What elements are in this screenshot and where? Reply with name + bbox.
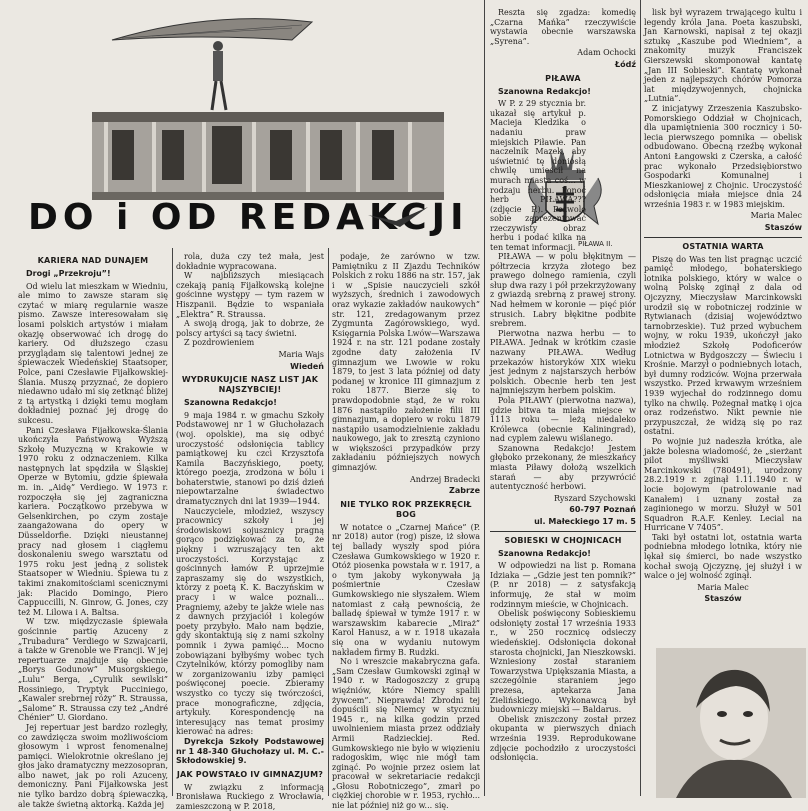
signature-city: Staszów [764,223,802,233]
article-paragraph: Pierwotna nazwa herbu — to PIŁAWA. Jednak w krótkim czasie nazwany PIŁAWA. Według przekazów historyków XIX wieku jest jednym z najstarszych herbów polskich. Obecnie herb ten jest najmniejszym herbem polskim. [490,328,636,396]
article-paragraph: Nauczyciele, młodzież, wszyscy pracownicy szkoły i jej środowiskowi sojusznicy pragną gorąco podziękować za to, że piękny i wzruszający ten akt uroczystości. Korzystając z gościnnych łamów P. uprzejmie zapraszamy się do wszystkich, którzy z poetą K. K. Baczyńskim w pracy i w walce poznali... Pragniemy, ażeby te jakże wiele nas z dawnych przyjaciół i kolegów poety przybyło. Mało nam będzie, gdy skontaktują się z nami szkolny pomnik i żywa pamięć... Mocno zobowiązani byłbyśmy wobec tych Czytelników, którzy pomogliby nam w zorganizowaniu izby pamięci poświęconej poecie. Zbieramy wszystko co tyczy się twórczości, prace monograficzne, zdjęcia, artykuły. Korespondencję na interesujący nas temat prosimy kierować na adres: [176,506,324,737]
article-paragraph: Obelisk zniszczony został przez okupanta w pierwszych dniach września 1939. Reprodukowane zdjęcie pochodziło z uroczystości odsłonięcia. [490,714,636,763]
column-3 [332,252,480,811]
article-heading: JAK POWSTAŁO IV GIMNAZJUM? [176,769,324,779]
article-paragraph: W P. z 29 stycznia br. ukazał się artykuł p. Macieja Kledzika o nadaniu praw miejskich Piławie. Pan naczelnik Mazek, aby uświetnić tę doniosłą chwilę umieścił na murach miasta coś... w rodzaju herbu. Ponoć herb PIŁAWA??? (zdjęcie P.). Pozwolę sobie zaprezentować rzeczywisty obraz herbu i podać kilka na ten temat informacji. [490,99,586,253]
signature-city: Staszów [704,594,742,604]
article-heading: WYDRUKUJCIE NASZ LIST JAK NAJSZYBCIEJ! [181,375,319,395]
column-divider [328,248,329,796]
article-heading: NIE TYLKO ROK PRZEKRĘCIŁ BOG [340,499,472,519]
section-divider [490,531,636,532]
signature-name: Adam Ochocki [577,48,636,58]
article-salutation: Drogi „Przekroju”! [26,269,111,278]
bird-ornament-icon [366,203,430,231]
article-paragraph: Pola PIŁAWY (pierwotna nazwa), gdzie bitwa ta miała miejsce w 1113 roku — leżą niedaleko Królewca (obecnie Kaliningrad), nad cyplem zalewu wiślanego. [490,395,636,444]
article-paragraph: W notatce o „Czarnej Mańce” (P. nr 2018) autor (rog) pisze, iż słowa tej ballady wyszły spod pióra Czesława Gumkowskiego w 1920 r. Otóż piosenka powstała w r. 1917, a o tym jakoby wykonywała ją pośmiertnie Czesław Gumkowskiego nie słyszałem. Wiem natomiast z całą pewnością, że balladę śpiewał w tymże 1917 r. w warszawskim kabarecie „Miraż” Karol Hanusz, a w r. 1918 ukazała się ona w wydaniu nutowym nakładem firmy B. Rudzki. [332,522,480,657]
article-heading: PIŁAWA [545,73,581,83]
article-paragraph: rola, duża czy też mała, jest dokładnie wypracowana. [176,252,324,271]
column-1 [18,252,168,809]
signature-city: Wiedeń [290,361,324,371]
article-paragraph: Taki był ostatni lot, ostatnia warta podniebna młodego lotnika, który nie lękał się śmierci, bo nade wszystko kochał swoją Ojczyznę, jej służył i w walce o jej wolność zginął. [644,532,802,581]
masthead-title: DO i OD REDAKCJI [28,197,469,238]
article-salutation: Szanowna Redakcjo! [184,398,277,408]
article-paragraph: lisk był wyrazem trwającego kultu i legendy króla Jana. Poeta kaszubski, Jan Karnowski, napisał z tej okazji sztukę „Kaszube pod Wiedniem”, a znakomity muzyk Franciszek Gierszewski skomponował kantatę „Jan III Sobieski”. Kantatę wykonał jeden z najlepszych chórów Pomorza lat międzywojennych, chojnicka „Lutnia”. [644,8,802,104]
pilot-portrait-photo [656,648,806,798]
column-2 [176,252,324,811]
article-address: Dyrekcja Szkoły Podstawowej nr 1 48-340 Głuchołazy ul. M. C.-Skłodowskiej 9. [176,736,324,766]
signature-street: ul. Małeckiego 17 m. 5 [534,517,636,527]
section-divider [644,237,802,238]
article-paragraph: W odpowiedzi na list p. Romana Idziaka — „Gdzie jest ten pomnik?” (P. nr 2018) — z satysfakcją informuję, że stał w moim rodzinnym mieście, w Chojnicach. [490,561,636,609]
article-salutation: Szanowna Redakcjo! [498,86,591,96]
article-salutation: Szanowna Redakcjo! [498,548,591,558]
article-paragraph: podaje, że zarówno w tzw. Pamiętniku z II Zjazdu Techników Polskich z roku 1886 na str. 157, jak i w „Spisie nauczycieli szkół wyższych, średnich i zawodowych oraz wykazie zakładów naukowych” str. 121, zredagowanym przez Zygmunta Zagórowskiego, wyd. Księgarnia Polska Lwów—Warszawa 1924 r. na str. 121 podane zostały zgodne daty założenia IV gimnazjum we Lwowie w roku 1879, to jest 3 lata później od daty podanej w kronice III gimnazjum z roku 1877. Bierze się to prawdopodobnie stąd, że w roku 1876 nastąpiło założenie filii III gimnazjum, a dopiero w roku 1879 nastąpiło usamodzielnienie zakładu naukowego, jak to zresztą czyniono w większości przypadków przy zakładaniu późniejszych nowych gimnazjów. [332,252,480,473]
article-paragraph: Szanowna Redakcjo! Jestem głęboko przekonany, że mieszkańcy miasta Piławy dołożą wszelkich starań — aby przywrócić autentyczność herbowi. [490,443,636,492]
signature-name: Maria Malec [750,211,802,221]
article-paragraph: Pani Czesława Fijałkowska-Ślania ukończyła Państwową Wyższą Szkołę Muzyczną w Krakowie w 1970 roku z odznaczeniem. Kilka następnych lat spędziła w Śląskiej Operze w Bytomiu, gdzie śpiewała m. in. „Aidę” Verdiego. W 1973 r. rozpoczęła się jej zagraniczna kariera. Początkowo przebywa w Gelsenkirchen, po czym zostaje zaangażowana do opery w Düsseldorfie. Dzięki nieustannej pracy nad głosem i ciągłemu doskonaleniu swego warsztatu od 1975 roku jest jedną z solistek Staatsoper w Wiedniu. Śpiewa tu z takimi znakomitościami scenicznymi jak: Placido Domingo, Piero Cappuccilli, N. Ginrow, G. Jones, czy też M. Lilowa i A. Baltsa. [18,425,168,617]
article-paragraph: No i wreszcie makabryczna gafa. „Sam Czesław Gumkowski zginął w 1940 r. w Radogoszczy z grupą więźniów, które Niemcy spalili żywcem”. Nieprawda! Zbrodni tej dopuścili się Niemcy w styczniu 1945 r., na kilka godzin przed uwolnieniem miasta przez oddziały Armii Radzieckiej. Red. Gumkowskiego nie było w więzieniu radogoskim, więc nie mógł tam zginąć. Po wojnie przez osiem lat pracował w sekretariacie redakcji „Głosu Robotniczego”, zmarł po ciężkiej chorobie w r. 1953, rychło... nie lat później niż go w... się. [332,657,480,811]
article-paragraph: Piszę do Was ten list pragnąc uczcić pamięć młodego, bohaterskiego lotnika polskiego, który w walce o wolną Polskę zginął z dala od Ojczyzny, Mieczysław Marcinkowski urodził się w robotniczej rodzinie w Rytwianach (dzisiaj województwo tarnobrzeskie). Tuż przed wybuchem wojny, w roku 1939, ukończył jako młodzież Szkołę Podoficerów Lotnictwa w Bydgoszczy — Świeciu i Krośnie. Marzył o podniebnych lotach, był dumny rodziców. Wojna przerwała wszystko. Przed krwawym wrześniem 1939 wyjechał do rodzinnego domu tylko na chwilę. Pożegnał matkę i ojca oraz rodzeństwo. Nikt pewnie nie przypuszczał, że widzą się po raz ostatni. [644,254,802,437]
article-paragraph: W tzw. międzyczasie śpiewała gościnnie partię Azuceny z „Trubadura” Verdiego w Szwajcarii, a także w Grenoble we Francji. W jej repertuarze znajduje się obecnie „Borys Godunow” Musorgskiego, „Lulu” Berga, „Cyrulik sewilski” Rossiniego, Tryptyk Pucciniego, „Kawaler srebrnej róży” R. Straussa, „Salome” R. Straussa czy też „André Chénier” U. Giordano. [18,617,168,723]
article-paragraph: 9 maja 1984 r. w gmachu Szkoły Podstawowej nr 1 w Głuchołazach (woj. opolskie), ma się odbyć uroczystość odsłonięcia tablicy pamiątkowej ku czci Krzysztofa Kamila Baczyńskiego, poety, którego poezja, zrodzona w bólu i bohaterstwie, stanowi po dziś dzień niepowtarzalne świadectwo dramatycznych dni lat 1939—1944. [176,410,324,507]
signature-name: Ryszard Szychowski [553,493,636,503]
article-paragraph: W związku z informacją Bronisława Ruckiego z Wrocławia, zamieszczoną w P. 2018, [176,782,324,811]
signature-name: Andrzej Bradecki [409,474,480,484]
signature-city: Zabrze [449,486,480,496]
pilawa-caption: PIŁAWA II. [578,240,613,248]
article-paragraph: Od wielu lat mieszkam w Wiedniu, ale mimo to zawsze staram się czytać w miarę regularnie wasze pismo. Zawsze interesowałam się losami polskich artystów i miałam okazję obserwować ich drogę do kariery. Od dłuższego czasu przyglądam się talentowi jednej ze śpiewaczek Wiedeńskiej Staatsoper, Polce, pani Czesławie Fijałkowskiej-Ślania. Muszę przyznać, że dopiero niedawno udało mi się zetknąć bliżej z tą artystką i dzięki temu mogłam dokładniej poznać jej drogę do sukcesu. [18,281,168,425]
article-paragraph: Z inicjatywy Zrzeszenia Kaszubsko-Pomorskiego Oddział w Chojnicach, dla upamiętnienia 300 rocznicy i 50-lecia pierwszego pomnika — obelisk odbudowano. Obecną rzeźbę wykonał Antoni Łangowski z Czerska, a całość prac wykonało Przedsiębiorstwo Gospodarki Komunalnej i Mieszkaniowej z Chojnic. Uroczystość odsłonięcia miała miejsce dnia 24 września 1983 r. w 1983 miejskim. [644,103,802,209]
column-divider [484,0,485,796]
article-heading: KARIERA NAD DUNAJEM [37,256,149,265]
column-5 [644,8,802,648]
article-paragraph: Jej repertuar jest bardzo rozległy, co zawdzięcza swoim możliwościom głosowym i wprost fenomenalnej pamięci. Wielokrotnie określano jej głos jako dramatyczny mezzosopran, albo nawet, jak po roli Azuceny, demoniczny. Pani Fijałkowska jest nie tylko bardzo dobrą śpiewaczką, ale także świetną aktorką. Każda jej [18,722,168,809]
article-paragraph: PIŁAWA — w polu błękitnym — półtrzecia krzyża złotego bez prawego dolnego ramienia, czyli słup dwa razy i pół przekrzyżowany z gwiazdą srebrną z prawej strony. Nad hełmem w koronie — pięć piór strusich. Labry błękitne podbite srebrem. [490,252,636,329]
signature-name: Maria Wajs [278,349,324,359]
article-paragraph: Po wojnie już nadeszła krótka, ale jakże bolesna wiadomość, że „sierżant pilot myśliwski Mieczysław Marcinkowski (780491), urodzony 28.2.1919 r. zginął 1.11.1940 r. w locie bojowym (patrolowanie nad Kanałem) i uznany został za zaginionego w morzu. Służył w 501 Squadron R.A.F. Kenley. Lecial na Hurricane V 7405”. [644,436,802,533]
signature-address: 60-797 Poznań [569,505,636,515]
article-heading: SOBIESKI W CHOJNICACH [504,535,622,545]
article-paragraph: W najbliższych miesiącach czekają panią Fijałkowską kolejne gościnne występy — tym razem w Hiszpanii. Będzie to wspaniała „Elektra” R. Straussa. [176,271,324,319]
signature-name: Maria Malec [697,582,749,592]
masthead-illustration [92,0,444,200]
column-4 [490,252,636,800]
column-divider [172,248,173,796]
article-closing: Z pozdrowieniem [184,338,255,348]
article-heading: OSTATNIA WARTA [682,241,764,251]
signature-city: Łódź [614,59,636,69]
article-paragraph: Obelisk poświęcony Sobieskiemu odsłonięty został 17 września 1933 r., w 250 rocznicę odsieczy wiedeńskiej. Odsłonięcia dokonał starosta chojnicki, Jan Nieszkowski. Wzniesiony został staraniem Towarzystwa Upiększania Miasta, a szczególnie staraniem jego prezesa, aptekarza Jana Zielińskiego. Wykonawcą był budowniczy miejski — Baldarus. [490,609,636,715]
column-divider [640,0,641,796]
article-paragraph: Reszta się zgadza: komedię „Czarna Mańka” rzeczywiście wystawia obecnie warszawska „Syrena”. [490,8,636,46]
article-paragraph: A swoją drogą, jak to dobrze, że polscy artyści są tacy świetni. [176,319,324,338]
